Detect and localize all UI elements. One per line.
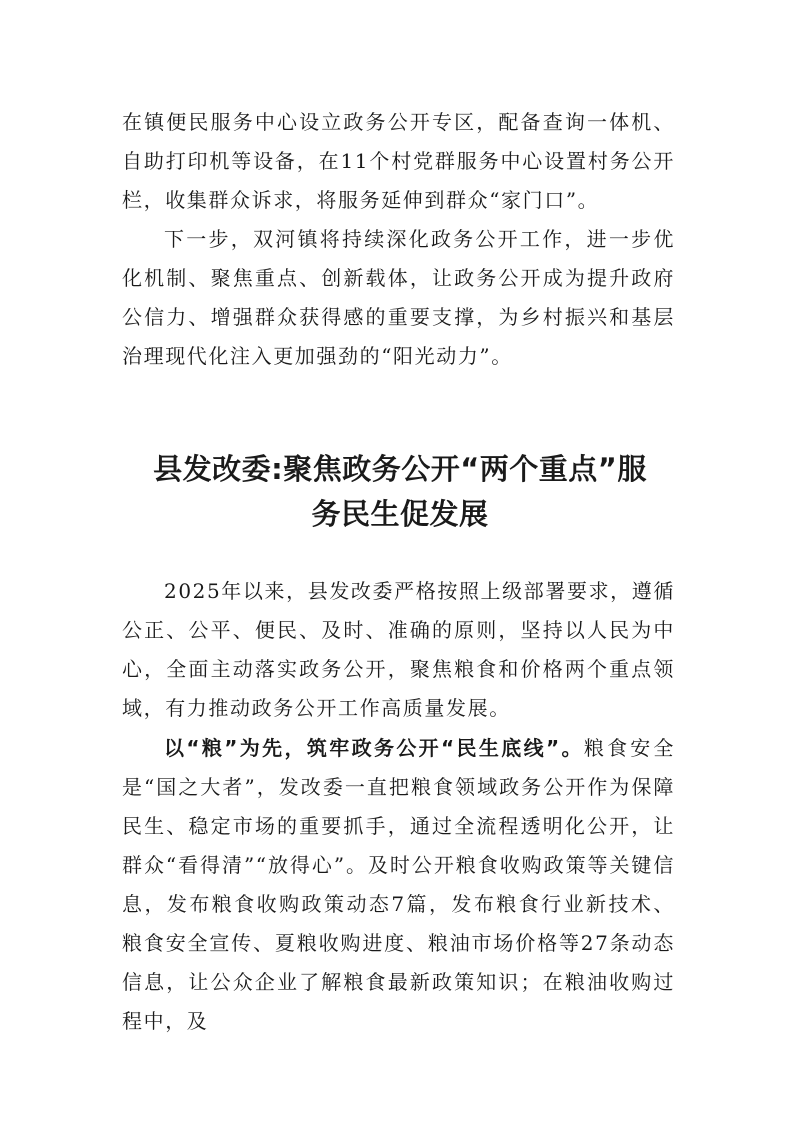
paragraph-grain-body: 粮食安全是“国之大者”，发改委一直把粮食领域政务公开作为保障民生、稳定市场的重要抓手，通过全流程透明化公开，让群众“看得清”“放得心”。及时公开粮食收购政策等关键信息，发布粮食收购政策动态7篇，发布粮食行业新技术、粮食安全宣传、夏粮收购进度、粮油市场价格等27条动态信息，让公众企业了解粮食最新政策知识；在粮油收购过程中，及 <box>122 736 676 1033</box>
section-title-line-2: 务民生促发展 <box>311 497 489 531</box>
section-title <box>110 447 690 537</box>
paragraph-grain-lead: 以“粮”为先，筑牢政务公开“民生底线”。 <box>164 736 584 760</box>
paragraph-service-center: 在镇便民服务中心设立政务公开专区，配备查询一体机、自助打印机等设备，在11个村党群服务中心设置村务公开栏，收集群众诉求，将服务延伸到群众“家门口”。 <box>122 110 675 212</box>
paragraph-grain <box>122 729 675 1041</box>
paragraph-next-steps: 下一步，双河镇将持续深化政务公开工作，进一步优化机制、聚焦重点、创新载体，让政务公开成为提升政府公信力、增强群众获得感的重要支撑，为乡村振兴和基层治理现代化注入更加强劲的“阳光动力”。 <box>122 227 675 368</box>
paragraph-intro: 2025年以来，县发改委严格按照上级部署要求，遵循公正、公平、便民、及时、准确的原则，坚持以人民为中心，全面主动落实政务公开，聚焦粮食和价格两个重点领域，有力推动政务公开工作高质量发展。 <box>122 579 675 720</box>
section-title-line-1: 县发改委:聚焦政务公开“两个重点”服 <box>153 452 647 486</box>
